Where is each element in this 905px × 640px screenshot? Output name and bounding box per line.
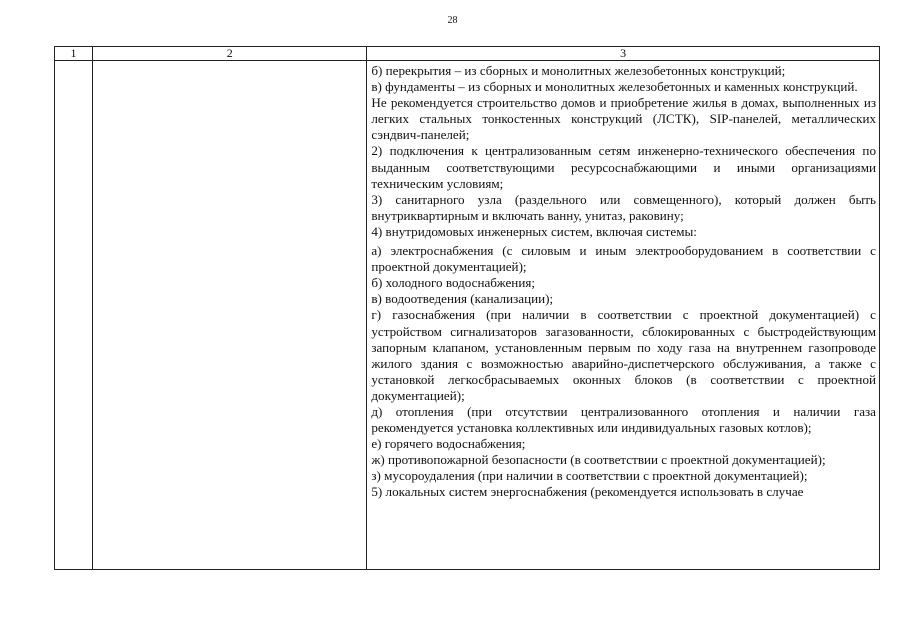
paragraph-hot-water: е) горячего водоснабжения; [371, 436, 526, 452]
paragraph-item-4: 4) внутридомовых инженерных систем, включая системы: [371, 223, 697, 239]
paragraph-heating: д) отопления (при отсутствии централизованного отопления и наличии газа рекомендуется установка коллективных или индивидуальных газовых котлов); [371, 403, 876, 436]
paragraph-floors: б) перекрытия – из сборных и монолитных железобетонных конструкций; [371, 63, 786, 78]
paragraph-fire-safety: ж) противопожарной безопасности (в соответствии с проектной документацией); [371, 452, 826, 468]
paragraph-drainage: в) водоотведения (канализации); [371, 291, 554, 307]
paragraph-electricity: а) электроснабжения (с силовым и иным электрооборудованием в соответствии с проектной документацией); [371, 243, 876, 275]
header-cell-2: 2 [93, 47, 367, 61]
page-number: 28 [447, 15, 458, 26]
paragraph-cold-water: б) холодного водоснабжения; [371, 275, 535, 291]
table-header-row [55, 47, 880, 61]
cell-col-3 [367, 61, 880, 570]
paragraph-item-5: 5) локальных систем энергоснабжения (рекомендуется использовать в случае [371, 484, 804, 500]
header-cell-3: 3 [367, 47, 880, 61]
table-row [55, 61, 880, 570]
paragraph-waste: з) мусороудаления (при наличии в соответствии с проектной документацией); [371, 468, 808, 484]
paragraph-foundations: в) фундаменты – из сборных и монолитных железобетонных и каменных конструкций. [371, 79, 858, 95]
requirements-text [367, 61, 879, 569]
paragraph-not-recommended: Не рекомендуется строительство домов и приобретение жилья в домах, выполненных из легких стальных тонкостенных конструкций (ЛСТК), SIP-панелей, металлических сэндвич-панелей; [371, 95, 876, 143]
requirements-table [54, 46, 880, 570]
paragraph-item-2: 2) подключения к централизованным сетям инженерно-технического обеспечения по выданным соответствующими ресурсоснабжающими и иными организациями техническим условиям; [371, 143, 876, 191]
header-cell-1: 1 [55, 47, 93, 61]
paragraph-item-3: 3) санитарного узла (раздельного или совмещенного), который должен быть внутриквартирным и включать ванну, унитаз, раковину; [371, 191, 876, 223]
cell-col-2 [93, 61, 367, 570]
cell-col-1 [55, 61, 93, 570]
paragraph-gas: г) газоснабжения (при наличии в соответствии с проектной документацией) с устройством сигнализаторов загазованности, сблокированных с быстродействующим запорным клапаном, установленным первым по ходу газа на внутреннем газопроводе жилого здания с возможностью аварийно-диспетчерского обслуживания, а также с установкой легкосбрасываемых оконных блоков (в соответствии с проектной документацией); [371, 307, 876, 403]
